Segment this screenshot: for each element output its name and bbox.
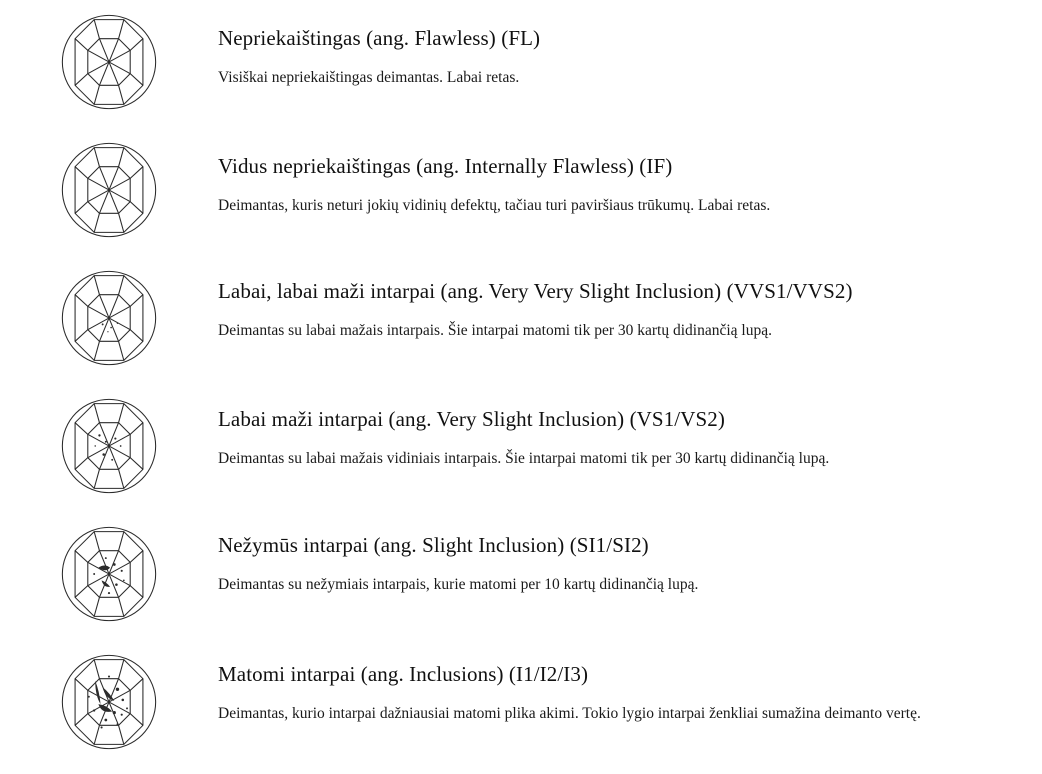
diamond-icon-cell bbox=[0, 134, 218, 243]
grade-description: Deimantas su labai mažais vidiniais intarpais. Šie intarpai matomi tik per 30 kartų didinančią lupą. bbox=[218, 450, 830, 467]
diamond-round-brilliant-icon bbox=[56, 649, 162, 755]
grade-text-cell bbox=[218, 518, 1042, 600]
diamond-round-brilliant-icon bbox=[56, 137, 162, 243]
list-item bbox=[0, 6, 1042, 134]
grade-description: Deimantas su labai mažais intarpais. Šie intarpai matomi tik per 30 kartų didinančią lupą. bbox=[218, 322, 772, 339]
grade-title: Labai, labai maži intarpai (ang. Very Very Slight Inclusion) (VVS1/VVS2) bbox=[218, 279, 853, 303]
diamond-icon-cell bbox=[0, 518, 218, 627]
list-item bbox=[0, 262, 1042, 390]
grade-text-cell bbox=[218, 390, 1042, 474]
grade-description: Visiškai nepriekaištingas deimantas. Labai retas. bbox=[218, 69, 520, 86]
grade-text-cell bbox=[218, 262, 1042, 346]
list-item bbox=[0, 518, 1042, 646]
grade-description: Deimantas su nežymiais intarpais, kurie matomi per 10 kartų didinančią lupą. bbox=[218, 576, 699, 593]
grade-title: Vidus nepriekaištingas (ang. Internally Flawless) (IF) bbox=[218, 154, 673, 178]
grade-title: Nežymūs intarpai (ang. Slight Inclusion) (SI1/SI2) bbox=[218, 533, 649, 557]
diamond-icon-cell bbox=[0, 262, 218, 371]
diamond-icon-cell bbox=[0, 646, 218, 755]
list-item bbox=[0, 134, 1042, 262]
grade-text-cell bbox=[218, 134, 1042, 221]
grade-text-cell bbox=[218, 646, 1042, 729]
diamond-round-brilliant-icon bbox=[56, 265, 162, 371]
grade-title: Matomi intarpai (ang. Inclusions) (I1/I2/I3) bbox=[218, 662, 589, 686]
diamond-round-brilliant-icon bbox=[56, 9, 162, 115]
list-item bbox=[0, 646, 1042, 774]
grade-title: Labai maži intarpai (ang. Very Slight Inclusion) (VS1/VS2) bbox=[218, 407, 725, 431]
diamond-round-brilliant-icon bbox=[56, 393, 162, 499]
grade-description: Deimantas, kuris neturi jokių vidinių defektų, tačiau turi paviršiaus trūkumų. Labai retas. bbox=[218, 197, 771, 214]
diamond-icon-cell bbox=[0, 6, 218, 115]
list-item bbox=[0, 390, 1042, 518]
inclusion-marks bbox=[93, 557, 124, 594]
grade-text-cell bbox=[218, 6, 1042, 93]
diamond-icon-cell bbox=[0, 390, 218, 499]
diamond-round-brilliant-icon bbox=[56, 521, 162, 627]
grade-description: Deimantas, kurio intarpai dažniausiai matomi plika akimi. Tokio lygio intarpai ženkliai sumažina deimanto vertę. bbox=[218, 705, 921, 722]
grade-title: Nepriekaištingas (ang. Flawless) (FL) bbox=[218, 26, 541, 50]
